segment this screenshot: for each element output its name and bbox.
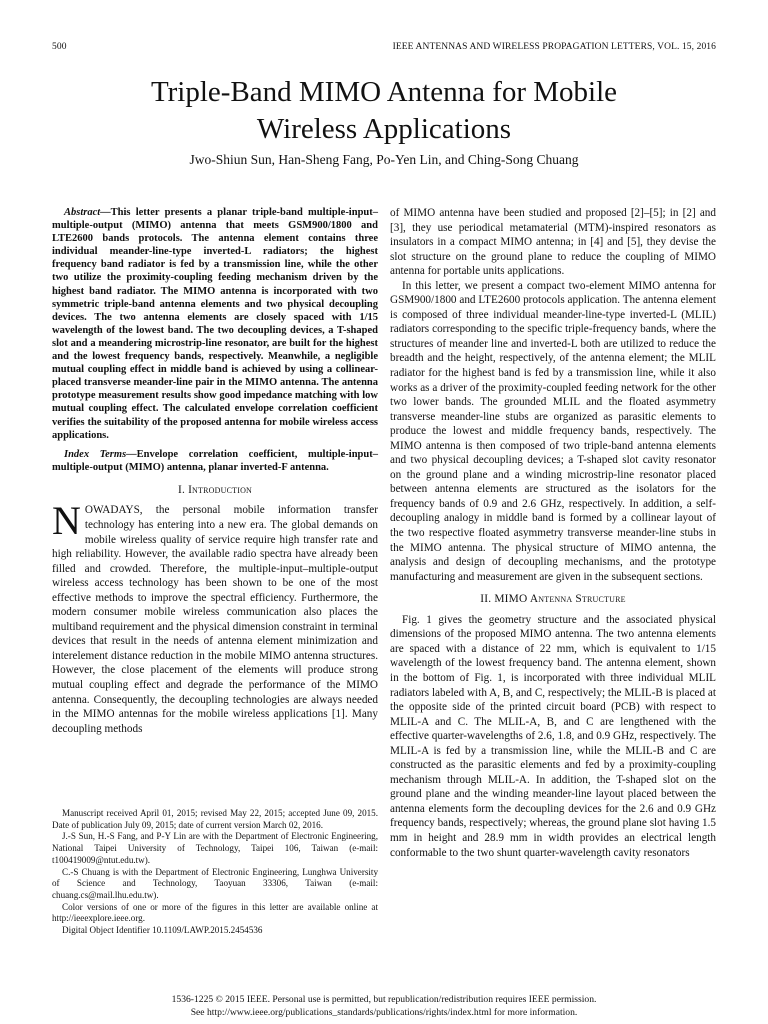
section-title: Introduction (188, 483, 253, 496)
running-header (52, 42, 716, 56)
section-heading-structure (390, 592, 716, 607)
journal-name: IEEE ANTENNAS AND WIRELESS PROPAGATION LETTERS, VOL. 15, 2016 (392, 42, 716, 52)
right-column (390, 206, 716, 860)
intro-paragraph (52, 498, 378, 736)
abstract-label: Abstract (64, 207, 101, 218)
drop-cap: N (52, 498, 81, 544)
section-heading-introduction (52, 483, 378, 498)
first-word: OWADAYS, (84, 504, 143, 517)
title-line-1: Triple-Band MIMO Antenna for Mobile (150, 76, 618, 108)
index-terms (52, 448, 378, 474)
section-numeral: I. (177, 483, 185, 496)
abstract (52, 206, 378, 442)
index-terms-text: —Envelope correlation coefficient, multiple-input–multiple-output (MIMO) antenna, planar inverted-F antenna. (52, 448, 378, 473)
paper-title (52, 74, 716, 148)
paragraph: Fig. 1 gives the geometry structure and the associated physical dimensions of the proposed MIMO antenna. The two antenna elements are spaced with a distance of 22 mm, which is equivalent to 1/15 wavelength of the lowest frequency band. The antenna element, shown in the bottom of Fig. 1, is incorporated with three individual MLIL radiators labeled with A, B, and C, respectively; the MLIL-B is placed at the opposite side of the printed circuit board (PCB) with respect to MLIL-A and C. The MLIL-A, B, and C are lengthened with the effective quarter-wavelengths of 2.6, 1.8, and 0.9 GHz, respectively. The MLIL-A is fed by a transmission line, while the MLIL-B and C are constructed as the parasitic elements and fed by a proximity-coupling mechanism through MLIL-A. In addition, the T-shaped slot on the ground plane and the winding meander-line layout placed between the antenna elements form the decoupling devices for the 2.6 and 0.9 GHz frequency bands, respectively; whereas, the ground plane slot having 1.5 mm in height and 28.9 mm in width provides an electrical length conformable to the two shunt quarter-wavelength cavity resonators (390, 613, 716, 859)
paragraph: In this letter, we present a compact two-element MIMO antenna for GSM900/1800 and LTE2600 protocols application. The antenna element is composed of three individual meander-line-type inverted-L (MLIL) radiators corresponding to the specific triple-frequency bands, where the structures of meander line and inverted-L both are utilized to reduce the breadth and the height, respectively, of the antenna element; the MLIL radiator for the highest band is fed by a transmission line, while it also works as a driver of the proximity-coupled feeding network for the other two lower bands. The grounded MLIL and the floated asymmetry transverse meander-line stubs are organized as parasitic elements to produce the lowest and middle frequency bands, respectively. The MIMO antenna is then composed of two triple-band antenna elements and two physical decoupling devices; a T-shaped slot cavity resonator on the ground plane and a winding microstrip-line resonator placed between antenna elements are structured as the isolators for the frequency bands of 0.9 and 2.6 GHz, respectively. In addition, a self-decoupling analogy in middle band is formed by a collinear layout of the two respective floated asymmetry transverse meander-line stubs in the MIMO antenna. The physical structure of MIMO antenna, the analysis and design of decoupling mechanisms, and the prototype manufacturing and measurement are given in the subsequent sections. (390, 279, 716, 583)
footnotes (52, 808, 378, 937)
footnote: J.-S Sun, H.-S Fang, and P-Y Lin are with the Department of Electronic Engineering, National Taipei University of Technology, Taipei 106, Taiwan (e-mail: t100419009@ntut.edu.tw). (52, 831, 378, 865)
footnote: Color versions of one or more of the figures in this letter are available online at http://ieeexplore.ieee.org. (52, 901, 378, 924)
rights-url-line: See http://www.ieee.org/publications_standards/publications/rights/index.html for more information. (190, 1006, 578, 1018)
copyright-line: 1536-1225 © 2015 IEEE. Personal use is permitted, but republication/redistribution requires IEEE permission. (171, 994, 597, 1005)
footnote: Manuscript received April 01, 2015; revised May 22, 2015; accepted June 09, 2015. Date of publication July 09, 2015; date of current version March 02, 2016. (52, 808, 378, 830)
section-title: MIMO Antenna Structure (494, 593, 626, 606)
intro-text: the personal mobile information transfer technology has entering into a new era. The global demands on mobile wireless quality of service require high transfer rate and high reliability. However, the available radio spectra have already been filled and crowded. Therefore, the multiple-input–multiple-output wireless access technology has been shown to be one of the most effective methods to improve the spectral efficiency. Furthermore, the modern consumer mobile wireless communication also places the multiband requirement and the physical dimension constraint in terminal devices that result in the needs of antenna element minimization and interelement distance reduction in the mobile MIMO antenna structures. However, the close placement of the elements will produce strong mutual coupling effect and degrade the performance of the MIMO antenna. Consequently, the decoupling technologies are always needed in the MIMO antennas for the mobile wireless applications [1]. Many decoupling methods (52, 504, 378, 735)
copyright-footer (52, 994, 716, 1019)
author-list: Jwo-Shiun Sun, Han-Sheng Fang, Po-Yen Lin, and Ching-Song Chuang (189, 152, 579, 167)
left-column (52, 206, 378, 736)
index-terms-label: Index Terms (64, 448, 127, 460)
footnote: C.-S Chuang is with the Department of Electronic Engineering, Lunghwa University of Science and Technology, Taoyuan 33306, Taiwan (e-mail: chuang.cs@mail.lhu.edu.tw). (52, 866, 378, 900)
title-line-2: Wireless Applications (256, 113, 512, 145)
footnote: Digital Object Identifier 10.1109/LAWP.2015.2454536 (62, 925, 263, 936)
section-numeral: II. (480, 593, 492, 606)
abstract-text: —This letter presents a planar triple-band multiple-input–multiple-output (MIMO) antenna that meets GSM900/1800 and LTE2600 bands protocols. The antenna element contains three individual meander-line-type inverted-L radiators; the highest frequency band radiator is fed by a transmission line, while the other two utilize the proximity-coupling feeding mechanism driven by the highest band radiator. The MIMO antenna is incorporated with two symmetric triple-band antenna elements and two physical decoupling devices. The two antenna elements are closely spaced with 1/15 wavelength of the lowest band. The two decoupling devices, a T-shaped slot and a meandering microstrip-line resonator, are built for the highest and the lowest frequency bands, respectively. Meanwhile, a negligible mutual coupling effect in middle band is achieved by using a collinear-placed transverse meander-line pair in the MIMO antenna. The antenna prototype measurement results show good impedance matching with low mutual coupling effect. The calculated envelope correlation coefficient verifies the suitability of the proposed antenna for mobile wireless access applications. (52, 207, 378, 441)
paragraph: of MIMO antenna have been studied and proposed [2]–[5]; in [2] and [3], they use periodical metamaterial (MTM)-inspired resonators as insulators in a compact MIMO antenna; in [4] and [5], they devise the slot structure on the ground plane to reduce the coupling of MIMO antenna for portable units applications. (390, 207, 716, 278)
page-number: 500 (52, 42, 67, 52)
